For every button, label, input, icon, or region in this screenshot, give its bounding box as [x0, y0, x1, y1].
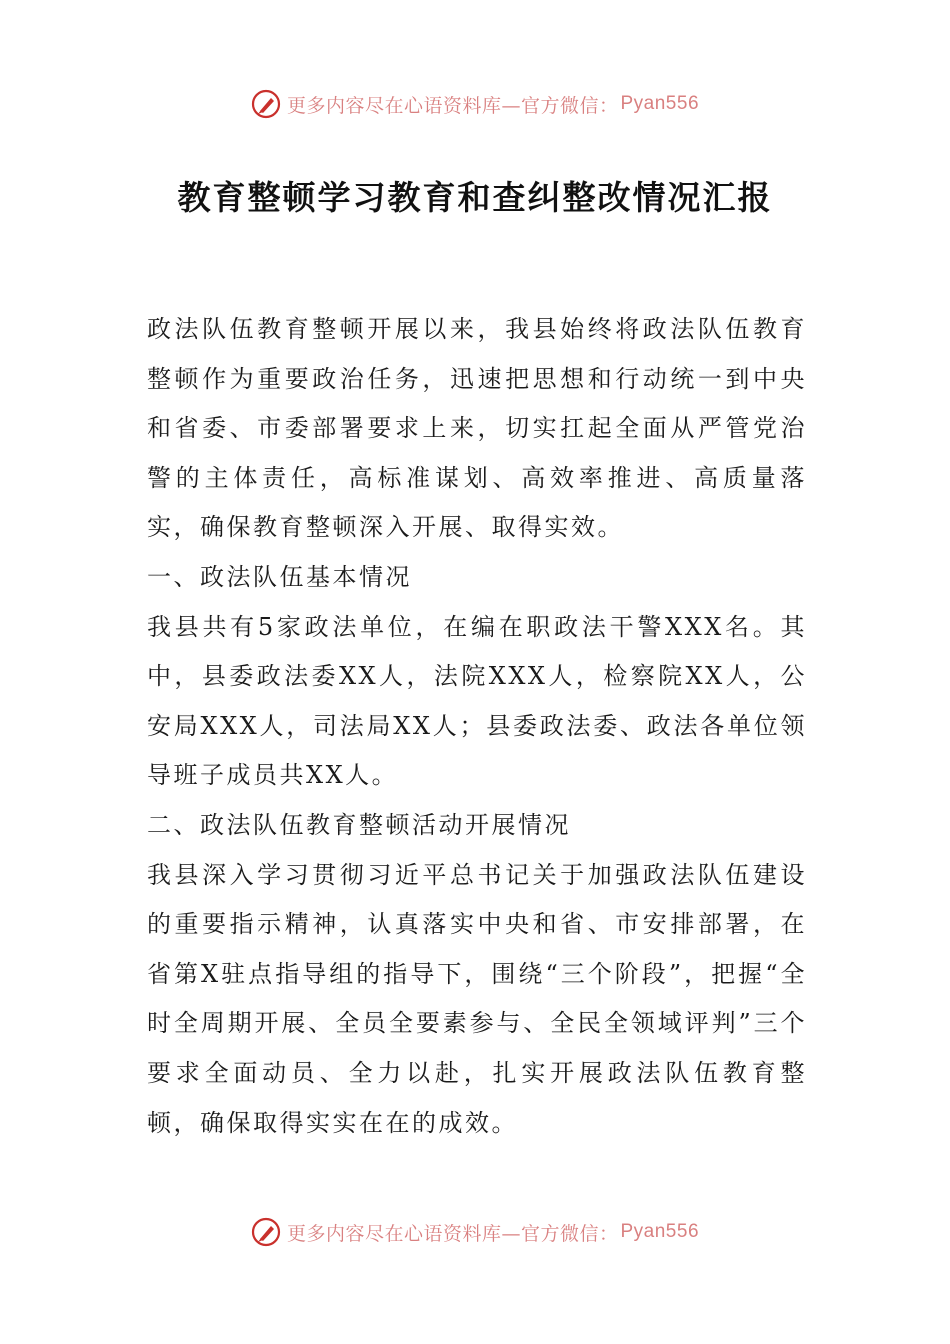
header-watermark — [0, 84, 950, 124]
section-2-paragraph: 我县深入学习贯彻习近平总书记关于加强政法队伍建设的重要指示精神，认真落实中央和省、市安排部署，在省第X驻点指导组的指导下，围绕“三个阶段”，把握“全时全周期开展、全员全要素参与、全民全领域评判”三个要求全面动员、全力以赴，扎实开展政法队伍教育整顿，确保取得实实在在的成效。 — [147, 860, 807, 1137]
watermark-text: 更多内容尽在心语资料库—官方微信： — [286, 1222, 619, 1245]
document-body — [147, 305, 807, 1148]
watermark-text: 更多内容尽在心语资料库—官方微信： — [286, 94, 619, 117]
pen-nib-icon — [251, 1217, 281, 1247]
document-title: 教育整顿学习教育和查纠整改情况汇报 — [177, 178, 773, 217]
section-heading-1: 一、政法队伍基本情况 — [147, 562, 412, 591]
section-1-paragraph: 我县共有5家政法单位，在编在职政法干警XXX名。其中，县委政法委XX人，法院XXX人，检察院XX人，公安局XXX人，司法局XX人；县委政法委、政法各单位领导班子成员共XX人。 — [147, 612, 807, 790]
section-heading-2: 二、政法队伍教育整顿活动开展情况 — [147, 810, 571, 839]
footer-watermark — [0, 1212, 950, 1252]
pen-nib-icon — [251, 89, 281, 119]
watermark-contact: Pyan556 — [620, 1221, 700, 1242]
intro-paragraph: 政法队伍教育整顿开展以来，我县始终将政法队伍教育整顿作为重要政治任务，迅速把思想和行动统一到中央和省委、市委部署要求上来，切实扛起全面从严管党治警的主体责任，高标准谋划、高效率推进、高质量落实，确保教育整顿深入开展、取得实效。 — [147, 315, 807, 542]
watermark-contact: Pyan556 — [620, 93, 700, 114]
